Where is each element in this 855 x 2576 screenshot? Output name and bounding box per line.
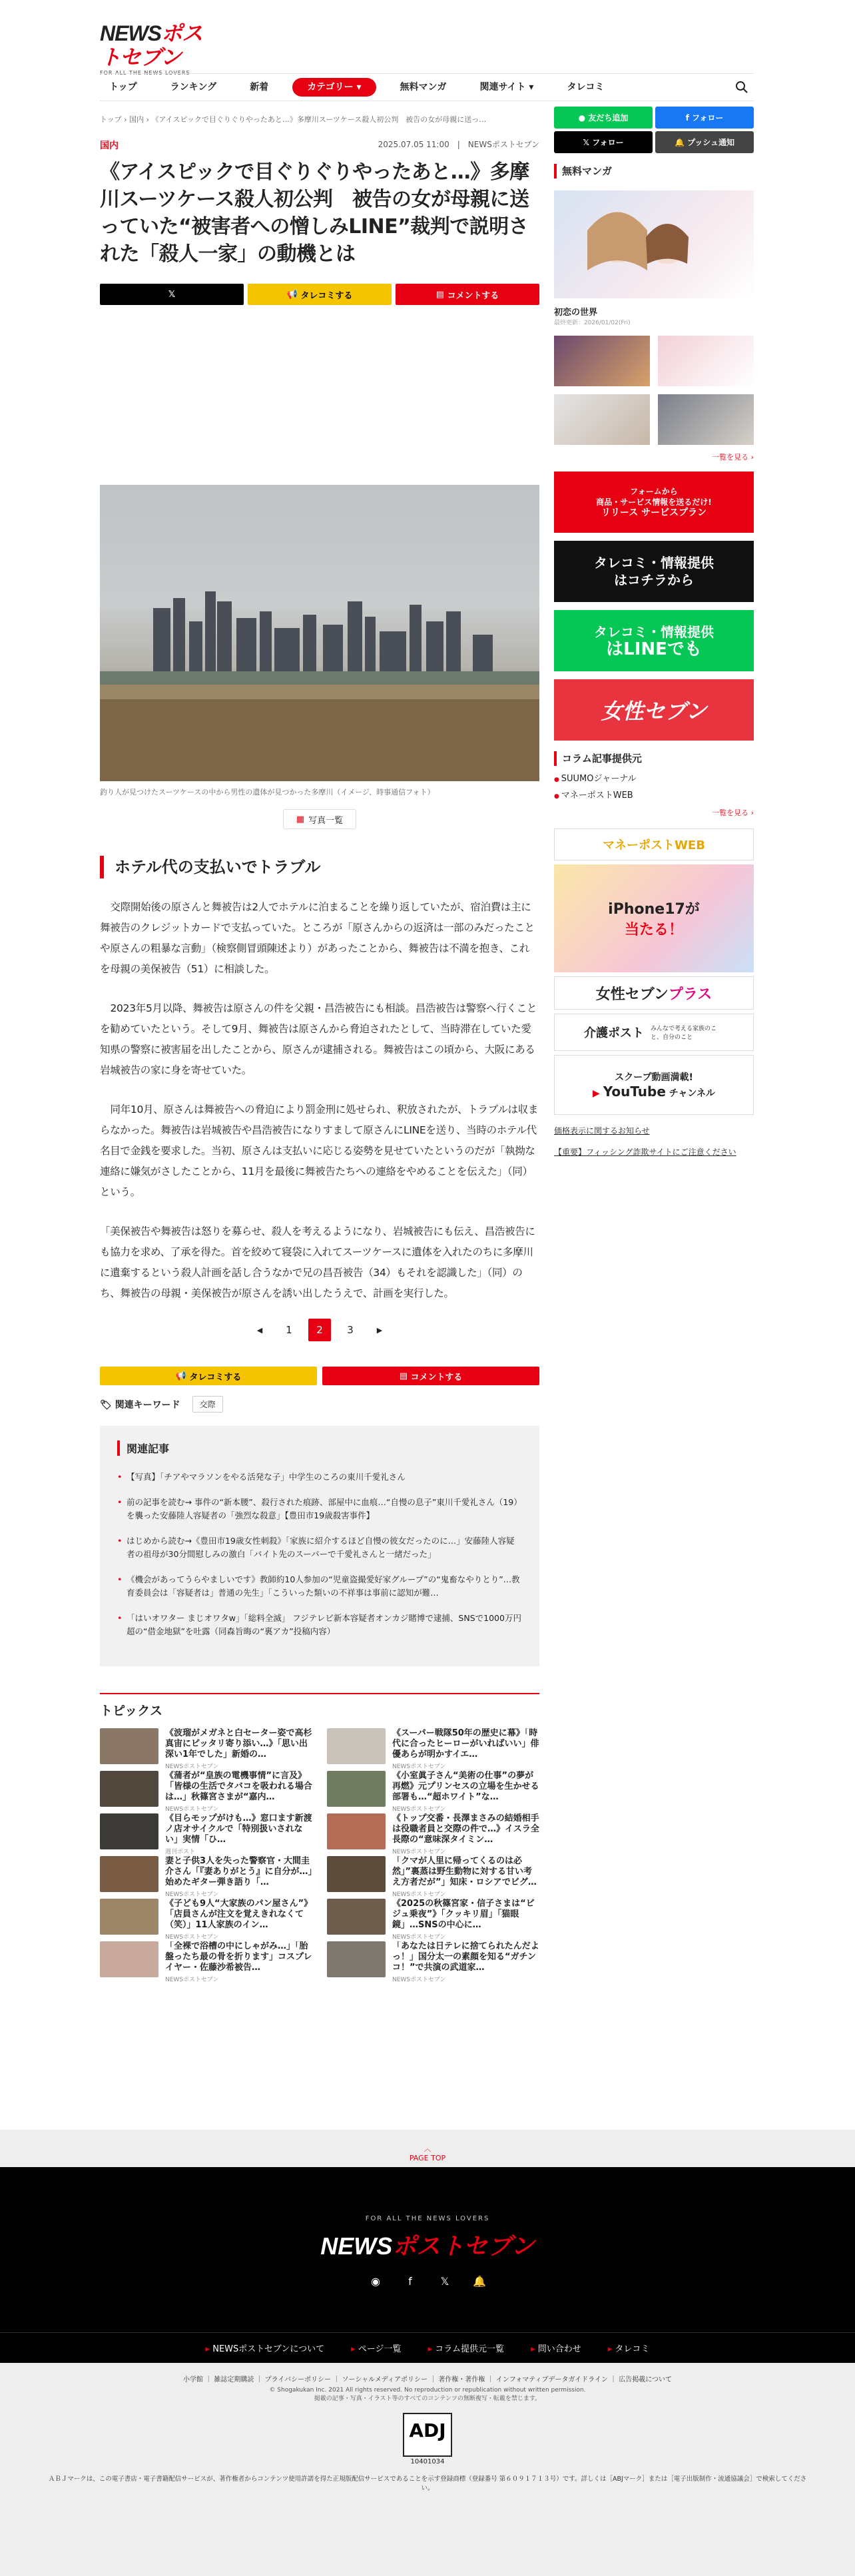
kaigo-banner-line2: みんなで考える家族のこと、自分のこと — [651, 1026, 717, 1041]
phishing-notice-link[interactable]: 【重要】フィッシング詐欺サイトにご注意ください — [554, 1147, 736, 1157]
nav-category[interactable]: カテゴリー ▾ — [292, 78, 376, 97]
abj-text: ＡＢＪマークは、この電子書店・電子書籍配信サービスが、著作権者からコンテンツ使用許諾を得た正規版配信サービスであることを示す登録商標（登録番号 第６０９１７１３号）です。詳しくは［ABJマーク］または［電子出版制作・流通協議会］で検索してください。 — [48, 2475, 807, 2492]
copyright-note: 掲載の記事・写真・イラスト等のすべてのコンテンツの無断複写・転載を禁じます。 — [314, 2396, 541, 2402]
manga-date: 最終更新：2026/01/02(Fri) — [554, 320, 631, 326]
share-x-button[interactable]: 𝕏 — [100, 284, 244, 305]
manga-thumb[interactable] — [554, 336, 650, 386]
manga-grid — [554, 336, 754, 445]
topic-item[interactable] — [100, 1813, 312, 1855]
photo-list-label: 写真一覧 — [308, 815, 344, 826]
facebook-icon[interactable]: f — [408, 2274, 412, 2288]
footer-links[interactable]: 小学館 ｜ 雑誌定期購読 ｜ プライバシーポリシー ｜ ソーシャルメディアポリシー ｜ 著作権・著作権 ｜ インフォマティブデータガイドライン ｜ 広告掲載について — [182, 2376, 673, 2384]
footer-nav-about[interactable]: ▸ NEWSポストセブンについて — [206, 2342, 325, 2354]
topic-item[interactable] — [100, 1856, 312, 1898]
push-notify-label: プッシュ通知 — [687, 138, 735, 147]
topic-thumbnail — [100, 1728, 158, 1764]
section-heading: ホテル代の支払いでトラブル — [100, 856, 539, 878]
comment-icon: ▤ — [399, 1371, 411, 1381]
nav-new[interactable]: 新着 — [250, 82, 269, 93]
site-footer — [0, 2167, 855, 2332]
comment-button-label: コメントする — [447, 290, 499, 301]
site-header — [0, 0, 855, 76]
topic-item[interactable] — [327, 1813, 539, 1855]
x-icon[interactable]: 𝕏 — [440, 2274, 449, 2288]
topics-heading: トピックス — [100, 1693, 539, 1719]
article-date: 2025.07.05 11:00 — [378, 140, 449, 149]
topic-thumbnail — [100, 1813, 158, 1849]
facebook-follow-button[interactable] — [655, 107, 754, 129]
tag-icon: 🏷 — [100, 1399, 115, 1411]
column-list — [554, 771, 754, 801]
abj-number: 10401034 — [410, 2458, 445, 2465]
pager-page-current[interactable]: 2 — [308, 1319, 331, 1341]
abj-mark: ADJ — [403, 2413, 452, 2457]
tarekomi-banner-line1: タレコミ・情報提供 — [594, 555, 714, 571]
line-banner-line2: はLINEでも — [606, 639, 702, 659]
article-meta: 国内 2025.07.05 11:00 | NEWSポストセブン — [100, 140, 539, 151]
topic-item[interactable] — [327, 1771, 539, 1813]
tarekomi-button-bottom[interactable] — [100, 1367, 317, 1385]
column-heading: コラム記事提供元 — [554, 751, 754, 766]
topic-thumbnail — [327, 1856, 386, 1892]
footer-nav — [0, 2332, 855, 2363]
topic-source: NEWSポストセブン — [392, 1806, 446, 1813]
topic-title: 妻と子供3人を失った警察官・大間圭介さん「『妻ありがとう』に自分が…」始めたギター弾き語り「… — [165, 1856, 312, 1887]
line-tarekomi-banner[interactable] — [554, 610, 754, 671]
topic-item[interactable] — [327, 1856, 539, 1898]
nav-ranking[interactable]: ランキング — [170, 82, 217, 93]
sidebar — [554, 107, 754, 1159]
megaphone-icon: 📢 — [286, 289, 301, 300]
kaigo-post-banner[interactable] — [554, 1014, 754, 1051]
topic-item[interactable] — [100, 1899, 312, 1941]
comment-bottom-label: コメントする — [410, 1372, 463, 1383]
article-paragraph: 同年10月、原さんは舞被告への脅迫により罰金刑に処せられ、釈放されたが、トラブルは収まらなかった。舞被告は岩城被告や昌浩被告になりすまして原さんにLINEを送り、当時のホテル代名目で金銭を要求した。当初、原さんは支払いに応じる姿勢を見せていたというのだが「執拗な連絡に嫌気がさしたことから、11月を最後に舞被告たちへの連絡をやめることを伝えた」（同）という。 — [100, 1104, 539, 1198]
related-articles — [100, 1426, 539, 1666]
bell-icon[interactable]: 🔔 — [473, 2274, 486, 2288]
josei-banner-label: 女性セブン — [601, 699, 707, 724]
share-bar — [100, 284, 539, 305]
bottom-action-bar — [100, 1367, 539, 1385]
page-top-button[interactable] — [0, 2130, 855, 2167]
topic-source: NEWSポストセブン — [165, 1764, 219, 1770]
topic-title: 「全裸で浴槽の中にしゃがみ…」「胎盤ったち最の骨を折ります」コスプレイヤー・佐藤沙希被告… — [165, 1941, 312, 1973]
pager-prev[interactable]: ◀ — [256, 1325, 263, 1335]
price-notice-link[interactable]: 価格表示に関するお知らせ — [554, 1126, 650, 1135]
megaphone-icon: 📢 — [175, 1371, 190, 1381]
topic-thumbnail — [327, 1941, 386, 1977]
topic-item[interactable] — [327, 1899, 539, 1941]
related-keywords — [100, 1396, 539, 1413]
manga-thumb[interactable] — [658, 394, 754, 445]
footer-slogan: FOR ALL THE NEWS LOVERS — [365, 2215, 490, 2222]
topic-title: 「あなたは日テレに捨てられたんだよっ！」国分太一の素顔を知る“ガチンコ！”で共演の武道家… — [392, 1941, 539, 1973]
youtube-icon: ▶ — [593, 1088, 600, 1099]
topic-thumbnail — [100, 1856, 158, 1892]
money-post-banner[interactable] — [554, 828, 754, 860]
line-icon: ● — [578, 113, 589, 123]
topic-thumbnail — [100, 1899, 158, 1935]
topic-item[interactable] — [327, 1728, 539, 1770]
topic-item[interactable] — [100, 1771, 312, 1813]
line-follow-button[interactable] — [554, 107, 653, 129]
chevron-up-icon: ︿ — [424, 2144, 431, 2153]
iphone-banner-line1: iPhone17が — [608, 901, 700, 918]
topic-source: 週刊ポスト — [165, 1849, 196, 1855]
manga-title[interactable]: 初恋の世界 — [554, 308, 598, 318]
related-item[interactable]: • はじめから読む→《豊田市19歳女性刺殺》「家族に紹介するほど自慢の彼女だったのに…」安藤陸人容疑者の祖母が30分間慰しみの激白「バイト先のスーパーで千愛礼さんと一緒だった」 — [117, 1534, 522, 1561]
topic-thumbnail — [327, 1899, 386, 1935]
topic-thumbnail — [327, 1771, 386, 1807]
release-banner-line2: 商品・サービス情報を送るだけ! — [596, 497, 712, 507]
footer-nav-contact[interactable]: ▸ 問い合わせ — [531, 2342, 581, 2354]
grid-icon: ▦ — [296, 814, 305, 824]
copyright: © Shogakukan Inc. 2021 All rights reserved. No reproduction or republication without written permission. — [269, 2387, 586, 2394]
site-logo[interactable] — [100, 21, 220, 76]
tarekomi-banner-line2: はコチラから — [614, 572, 694, 588]
money-banner-label: マネーポストWEB — [603, 838, 705, 852]
topic-title: 「クマが人里に帰ってくるのは必然」”裏蒸は野生動物に対する甘い考え方者だが”」知床・ロシアでビグ… — [392, 1856, 537, 1887]
manga-thumb[interactable] — [554, 394, 650, 445]
footer-nav-tarekomi[interactable]: ▸ タレコミ — [608, 2342, 650, 2354]
x-follow-label: フォロー — [592, 138, 624, 147]
article-photo[interactable] — [100, 485, 539, 781]
topic-title: 《目らモップがけも…》窓口ます新渡ノ店オサイクルで「特別扱いされない」実情「ひ… — [165, 1813, 312, 1845]
keywords-label: 関連キーワード — [115, 1399, 180, 1411]
joseiplus-banner-line2: プラス — [668, 986, 712, 1003]
main-column — [100, 107, 539, 1983]
manga-thumb[interactable] — [658, 336, 754, 386]
follow-buttons — [554, 107, 754, 153]
related-item[interactable]: • 「はいオワター まじオワタw」「総料全滅」 フジテレビ新本容疑者オンカジ賭博で逮捕、SNSで1000万円超の“借金地獄”を吐露（同森旨晦の“裏アカ”投稿内容） — [117, 1612, 522, 1638]
breadcrumb[interactable]: トップ › 国内 › 《アイスピックで目ぐりぐりやったあと…》多摩川スーツケース殺人初公判 被告の女が母親に送っ… — [100, 115, 487, 124]
topic-title: 《スーパー戦隊50年の歴史に幕》「時代に合ったヒーローがいればいい」俳優あらが明かすイエ… — [392, 1728, 539, 1760]
push-notify-button[interactable] — [655, 131, 754, 153]
iphone-campaign-banner[interactable] — [554, 864, 754, 972]
footer-logo-news: NEWS — [320, 2232, 393, 2260]
manga-more-link[interactable]: 一覧を見る › — [712, 453, 754, 462]
topic-title: 《トップ交番・長澤まさみの結婚相手は役職者員と交際の件で…》イスラ全長際の“意味深タイミン… — [392, 1813, 539, 1845]
youtube-banner-line1: スクープ動画満載! — [615, 1072, 693, 1083]
topic-title: 《蒲者が“皇族の電機事情”に言及》「皆様の生活でタバコを吸われる場合は…」秋篠宮さまが“嘉内… — [165, 1771, 312, 1802]
article-paragraph: 「美保被告や舞被告は怒りを募らせ、殺人を考えるようになり、岩城被告にも伝え、昌浩被告にも協力を求め、了承を得た。首を絞めて寝袋に入れてスーツケースに遺体を入れたのちに多摩川に遺棄するという殺人計画を話し合うなかで兄の昌吾被告（34）もそれを認識した」（同）のち、舞被告の母親・美保被告が原さんを誘い出したうえで、計画を実行した。 — [100, 1225, 535, 1299]
topic-thumbnail — [327, 1813, 386, 1849]
nav-related-sites[interactable]: 関連サイト ▾ — [479, 82, 534, 93]
topic-item[interactable] — [100, 1941, 312, 1983]
line-banner-line1: タレコミ・情報提供 — [594, 624, 714, 640]
article-category[interactable]: 国内 — [100, 141, 119, 151]
footer-nav-columns[interactable]: ▸ コラム提供元一覧 — [428, 2342, 505, 2354]
youtube-banner-line3: チャンネル — [669, 1088, 715, 1099]
topic-thumbnail — [100, 1941, 158, 1977]
pager-next[interactable]: ▶ — [376, 1325, 383, 1335]
youtube-channel-banner[interactable] — [554, 1055, 754, 1115]
sidebar-links — [554, 1124, 754, 1159]
column-item[interactable]: ● マネーポストWEB — [554, 788, 754, 801]
nav-free-manga[interactable]: 無料マンガ — [400, 82, 447, 93]
footer-bottom — [0, 2363, 855, 2576]
release-banner-line1: フォームから — [630, 487, 678, 496]
topic-source: NEWSポストセブン — [392, 1891, 446, 1898]
tarekomi-bottom-label: タレコミする — [189, 1372, 242, 1383]
line-follow-label: 友だち追加 — [588, 113, 629, 123]
topic-source: NEWSポストセブン — [165, 1806, 219, 1813]
topic-source: NEWSポストセブン — [165, 1891, 219, 1898]
photo-list-button[interactable] — [283, 809, 356, 829]
line-icon[interactable]: ◉ — [371, 2274, 380, 2288]
tarekomi-button-label: タレコミする — [300, 290, 353, 301]
article-paragraph: 交際開始後の原さんと舞被告は2人でホテルに泊まることを繰り返していたが、宿泊費は主に舞被告のクレジットカードで支払っていた。ところが「原さんからの返済は一部のみだったことや原さんの粗暴な言動」（検察側冒頭陳述より）があったことから、舞被告は不満を抱き、これを母親の美保被告（51）に相談した。 — [100, 901, 535, 975]
article-paragraph: 2023年5月以降、舞被告は原さんの件を父親・昌浩被告にも相談。昌浩被告は警察へ行くことを勧めていたという。そして9月、舞被告は原さんから脅迫されたとして、当時滞在していた愛知県の警察に被害届を出したことから、原さんが逮捕される。舞被告はこの頃から、大阪にある岩城被告の家に身を寄せていた。 — [100, 1002, 537, 1076]
topics-grid — [100, 1728, 539, 1983]
related-item[interactable]: • 【写真】「チアやマラソンをやる活発な子」中学生のころの東川千愛礼さん — [117, 1470, 522, 1484]
topic-item[interactable] — [100, 1728, 312, 1770]
x-follow-button[interactable] — [554, 131, 653, 153]
topic-source: NEWSポストセブン — [392, 1934, 446, 1941]
topic-title: 《小室眞子さん“美術の仕事”の夢が再燃》元プリンセスの立場を生かせる部署も…“超ホワイト”な… — [392, 1771, 539, 1802]
manga-heading: 無料マンガ — [554, 164, 754, 178]
topic-thumbnail — [100, 1771, 158, 1807]
topic-source: NEWSポストセブン — [392, 1764, 446, 1770]
release-banner-line3: リリース サービスプラン — [601, 507, 707, 518]
article-source: NEWSポストセブン — [467, 140, 539, 149]
pagination — [100, 1319, 539, 1341]
tarekomi-button[interactable] — [248, 284, 392, 305]
topic-source: NEWSポストセブン — [392, 1977, 446, 1983]
youtube-banner-line2: YouTube — [603, 1084, 666, 1100]
nav-tarekomi[interactable]: タレコミ — [567, 82, 605, 93]
nav-top[interactable]: トップ — [109, 82, 137, 93]
topic-item[interactable] — [327, 1941, 539, 1983]
joseiplus-banner-line1: 女性セブン — [595, 986, 669, 1003]
release-service-banner[interactable] — [554, 472, 754, 533]
topic-title: 《子ども9人“大家族のパン屋さん”》「店員さんが注文を覚えきれなくて（笑）」11人家族のイン… — [165, 1899, 308, 1930]
footer-logo-post: ポストセブン — [392, 2232, 535, 2260]
facebook-follow-label: フォロー — [692, 113, 724, 123]
footer-logo[interactable] — [0, 2228, 855, 2262]
article-title: 《アイスピックで目ぐりぐりやったあと…》多摩川スーツケース殺人初公判 被告の女が母親に送っていた“被害者への憎しみLINE”裁判で説明された「殺人一家」の動機とは — [100, 161, 529, 266]
topic-thumbnail — [327, 1728, 386, 1764]
related-item[interactable]: • 前の記事を読む→ 事件の“新本腰”、殺行された痕跡、部屋中に血痕…“自慢の息子”東川千愛礼さん（19）を襲った安藤陸人容疑者の「強烈な殺意」【豊田市19歳殺害事件】 — [117, 1496, 522, 1522]
footer-nav-pages[interactable]: ▸ ページ一覧 — [351, 2342, 401, 2354]
related-item[interactable]: • 《機会があってうらやましいです》教師約10人参加の“児童盗撮愛好家グループ”の“鬼畜なやりとり”…教育委員会は「容疑者は」普通の先生」「こういった類いの不祥事は事前に認知が難… — [117, 1573, 522, 1600]
comment-button[interactable] — [396, 284, 539, 305]
footer-social — [0, 2272, 855, 2290]
bell-icon: 🔔 — [674, 137, 688, 147]
topic-title: 《2025の秋篠宮家・信子さまは“ビジュ乗夜”》「クッキリ眉」「猫眼鏡」…SNSの中心に… — [392, 1899, 535, 1930]
pager-page-1[interactable]: 1 — [286, 1324, 292, 1336]
x-icon: 𝕏 — [583, 137, 593, 147]
logo-news: NEWS — [100, 21, 161, 45]
topic-source: NEWSポストセブン — [165, 1977, 219, 1983]
kaigo-banner-line1: 介護ポスト — [584, 1026, 644, 1040]
iphone-banner-line2: 当たる！ — [624, 922, 683, 938]
topic-source: NEWSポストセブン — [165, 1934, 219, 1941]
tarekomi-banner[interactable] — [554, 541, 754, 602]
topic-source: NEWSポストセブン — [392, 1849, 446, 1855]
comment-icon: ▤ — [435, 289, 447, 300]
related-heading: 関連記事 — [117, 1441, 522, 1456]
josei-seven-banner[interactable] — [554, 679, 754, 741]
topic-title: 《波瑠がメガネと白セーター姿で高杉真宙にピッタリ寄り添い…》「思い出深い1年でした」新婚の… — [165, 1728, 312, 1760]
logo-tagline: FOR ALL THE NEWS LOVERS — [100, 70, 190, 76]
search-icon[interactable] — [735, 81, 748, 94]
logo-post: ポストセブン — [100, 21, 203, 69]
pager-page-3[interactable]: 3 — [347, 1324, 354, 1336]
photo-caption: 釣り人が見つけたスーツケースの中から男性の遺体が見つかった多摩川（イメージ、時事通信フォト） — [100, 788, 435, 797]
keyword-tag[interactable]: 交際 — [192, 1396, 223, 1413]
facebook-icon: f — [685, 113, 692, 123]
comment-button-bottom[interactable] — [322, 1367, 539, 1385]
josei-plus-banner[interactable] — [554, 976, 754, 1010]
page-top-label: PAGE TOP — [409, 2154, 446, 2162]
global-nav — [100, 73, 754, 101]
column-more-link[interactable]: 一覧を見る › — [712, 808, 754, 817]
manga-featured-image[interactable] — [554, 190, 754, 298]
column-item[interactable]: ● SUUMOジャーナル — [554, 771, 754, 784]
